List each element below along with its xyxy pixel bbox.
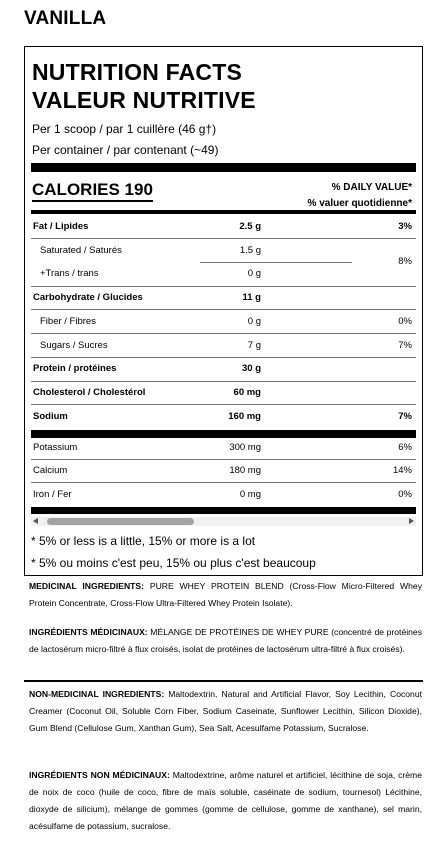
serving-size: Per 1 scoop / par 1 cuillère (46 g†) (32, 122, 217, 136)
nutrient-dv: 7% (398, 411, 412, 422)
nutrient-name: +Trans / trans (40, 268, 99, 279)
nutrient-name: Fat / Lipides (33, 221, 89, 232)
daily-value-header-fr: % valuer quotidienne* (307, 198, 412, 209)
non-medicinal-ingredients-fr (29, 767, 422, 835)
nutrient-amount: 0 g (247, 268, 261, 279)
thick-divider (31, 163, 416, 172)
nutrient-amount: 30 g (241, 363, 261, 374)
nutrient-row-trans (31, 256, 416, 285)
nutrient-name: Sodium (33, 411, 68, 422)
panel-title-fr: VALEUR NUTRITIVE (32, 87, 256, 113)
nutrient-dv: 0% (398, 316, 412, 327)
thick-divider (31, 507, 416, 514)
nutrient-amount: 7 g (247, 340, 261, 351)
ingredients-label: INGRÉDIENTS MÉDICINAUX: (29, 627, 148, 637)
calories-label: CALORIES 190 (32, 180, 153, 202)
nutrient-row-protein (31, 357, 416, 380)
nutrient-dv: 0% (398, 489, 412, 500)
nutrient-row-cholesterol (31, 381, 416, 404)
ingredients-label: MEDICINAL INGREDIENTS: (29, 581, 145, 591)
nutrient-dv: 7% (398, 340, 412, 351)
daily-value-header-en: % DAILY VALUE* (331, 182, 412, 193)
nutrient-name: Calcium (33, 465, 68, 476)
nutrient-amount: 0 g (247, 316, 261, 327)
nutrient-row-fiber (31, 310, 416, 333)
nutrient-row-fat (31, 215, 416, 238)
flavor-title: VANILLA (24, 8, 107, 29)
nutrient-row-saturated (31, 239, 416, 262)
nutrient-dv: 6% (398, 442, 412, 453)
nutrient-dv: 14% (392, 465, 412, 476)
footnote-en: * 5% or less is a little, 15% or more is a lot (31, 534, 256, 548)
footnote-fr: * 5% ou moins c'est peu, 15% ou plus c'est beaucoup (31, 556, 316, 570)
nutrient-name: Fiber / Fibres (40, 316, 96, 327)
nutrient-row-iron (31, 483, 416, 506)
non-medicinal-ingredients-en (29, 686, 422, 737)
ingredients-text: Maltodextrine, arôme naturel et artificiel, lécithine de soja, crème de noix de coco (huile de coco, fibre de maïs soluble, caséinate de sodium, tournesol) Lécithine, dioxyde de silicium), mélange de gommes (gomme de cellulose, gomme de xanthane), sel marin, acésulfame de potassium, sucralose. (29, 770, 422, 831)
nutrient-amount: 160 mg (228, 411, 261, 422)
ingredients-label: INGRÉDIENTS NON MÉDICINAUX: (29, 770, 170, 780)
nutrient-name: Carbohydrate / Glucides (33, 292, 143, 303)
servings-per-container: Per container / par contenant (~49) (32, 143, 219, 157)
ingredients-text: Maltodextrin, Natural and Artificial Flavor, Soy Lecithin, Coconut Creamer (Coconut Oil, Soluble Corn Fiber, Sodium Caseinate, Sunflower Lecithin, Silicon Dioxide), Gum Blend (Cellulose Gum, Xanthan Gum), Sea Salt, Acesulfame Potassium, Sucralose. (29, 689, 422, 733)
scroll-right-arrow-icon[interactable] (409, 518, 414, 524)
nutrient-name: Saturated / Saturés (40, 245, 122, 256)
scroll-left-arrow-icon[interactable] (33, 518, 38, 524)
nutrient-amount: 300 mg (229, 442, 261, 453)
nutrient-amount: 60 mg (233, 387, 261, 398)
ingredients-label: NON-MEDICINAL INGREDIENTS: (29, 689, 165, 699)
nutrient-amount: 180 mg (229, 465, 261, 476)
nutrient-name: Protein / protéines (33, 363, 117, 374)
nutrient-amount: 1.5 g (239, 245, 261, 256)
medicinal-ingredients-en (29, 578, 422, 612)
nutrient-amount: 2.5 g (239, 221, 261, 232)
nutrient-row-sugars (31, 334, 416, 357)
nutrient-name: Cholesterol / Cholestérol (33, 387, 146, 398)
horizontal-scrollbar[interactable] (31, 517, 416, 526)
nutrient-amount: 11 g (242, 292, 261, 303)
nutrient-amount: 0 mg (239, 489, 261, 500)
nutrient-name: Sugars / Sucres (40, 340, 108, 351)
nutrient-row-sodium (31, 405, 416, 428)
panel-title-en: NUTRITION FACTS (32, 59, 242, 85)
nutrient-row-calcium (31, 459, 416, 482)
ingredients-text: MÉLANGE DE PROTÉINES DE WHEY PURE (concentré de protéines de lactosérum micro-filtré à flux croisés, isolat de protéines de lactosérum ultra-filtré à flux croisés). (29, 627, 422, 654)
nutrient-dv: 8% (398, 256, 412, 267)
nutrition-facts-panel (24, 46, 423, 576)
nutrient-row-carbohydrate (31, 286, 416, 309)
medium-divider (31, 210, 416, 214)
medicinal-ingredients-fr (29, 624, 422, 658)
nutrient-name: Iron / Fer (33, 489, 72, 500)
section-divider (24, 680, 423, 682)
nutrient-name: Potassium (33, 442, 78, 453)
scrollbar-thumb[interactable] (47, 518, 194, 525)
nutrient-row-potassium (31, 436, 416, 459)
nutrient-dv: 3% (398, 221, 412, 232)
ingredients-text: PURE WHEY PROTEIN BLEND (Cross-Flow Micro-Filtered Whey Protein Concentrate, Cross-Flow Ultra-Filtered Whey Protein Isolate). (29, 581, 422, 608)
